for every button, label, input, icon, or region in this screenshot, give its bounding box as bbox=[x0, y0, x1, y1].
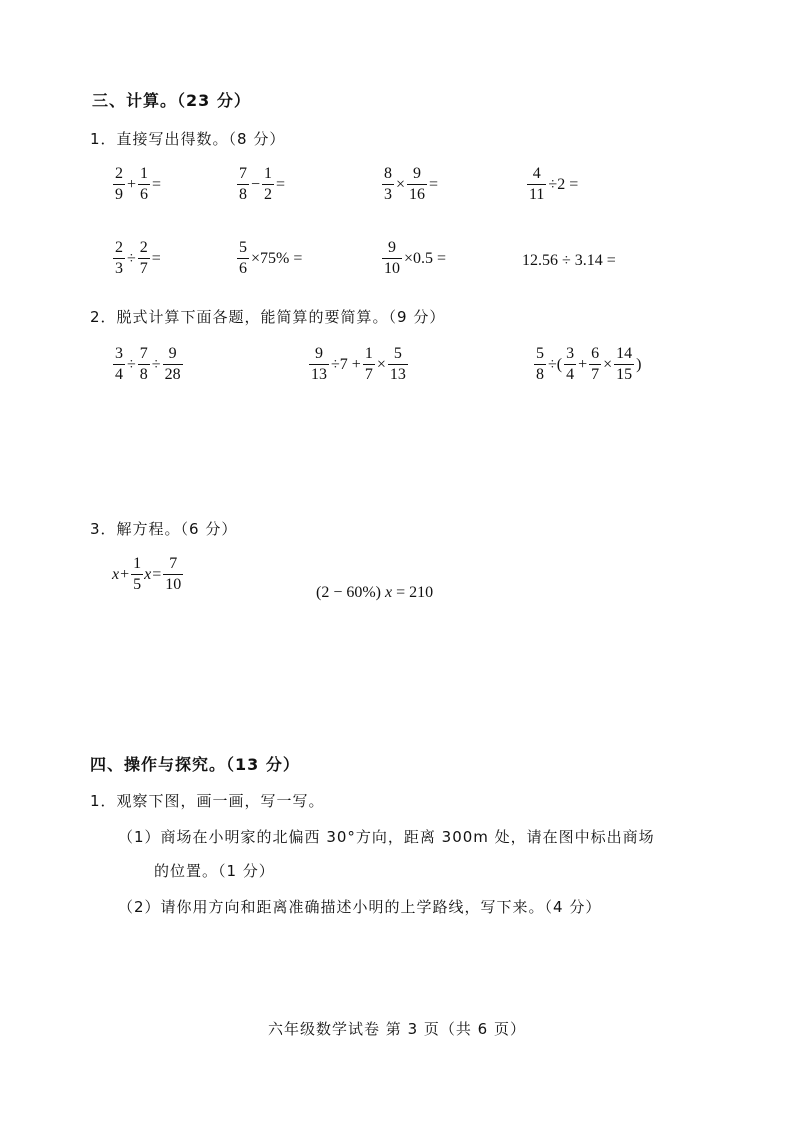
q1-item-2: $\frac{7}{8}$ − $\frac{1}{2}$ = bbox=[239, 165, 286, 203]
q3-title: 3．解方程。（6 分） bbox=[90, 520, 238, 538]
q1-item-8: 12.56 ÷ 3.14 = bbox=[522, 252, 616, 269]
s4-q1-part1-line1: （1）商场在小明家的北偏西 30°方向，距离 300m 处，请在图中标出商场 bbox=[118, 828, 655, 846]
q2-expression-1: $\frac{3}{4}$ ÷ $\frac{7}{8}$ ÷ $\frac{9}{28}$ bbox=[115, 345, 181, 383]
fraction: $\frac{14}{15}$ bbox=[616, 345, 633, 383]
fraction: $\frac{7}{8}$ bbox=[239, 165, 247, 203]
fraction: $\frac{7}{8}$ bbox=[139, 345, 148, 383]
fraction: $\frac{2}{7}$ bbox=[139, 239, 148, 277]
q2-title: 2．脱式计算下面各题，能简算的要简算。（9 分） bbox=[90, 308, 446, 326]
fraction: $\frac{9}{13}$ bbox=[311, 345, 327, 383]
q2-expression-3: $\frac{5}{8}$ ÷( $\frac{3}{4}$ + $\frac{6}{7}$ × $\frac{14}{15}$ ) bbox=[536, 345, 642, 383]
fraction: $\frac{1}{6}$ bbox=[140, 165, 149, 203]
fraction: $\frac{2}{3}$ bbox=[115, 239, 123, 277]
fraction: $\frac{3}{4}$ bbox=[566, 345, 575, 383]
fraction: $\frac{3}{4}$ bbox=[115, 345, 123, 383]
s4-q1-title: 1．观察下图，画一画，写一写。 bbox=[90, 792, 325, 810]
section-4-title: 四、操作与探究。（13 分） bbox=[90, 755, 300, 774]
fraction: $\frac{9}{16}$ bbox=[409, 165, 426, 203]
q3-equation-2: (2 − 60%) x = 210 bbox=[316, 584, 434, 601]
fraction: $\frac{9}{28}$ bbox=[164, 345, 181, 383]
s4-q1-part1-line2: 的位置。（1 分） bbox=[154, 862, 275, 880]
fraction: $\frac{7}{10}$ bbox=[165, 555, 182, 593]
fraction: $\frac{1}{7}$ bbox=[364, 345, 373, 383]
q1-item-7: $\frac{9}{10}$ ×0.5 = bbox=[384, 239, 447, 277]
fraction: $\frac{8}{3}$ bbox=[384, 165, 392, 203]
page-footer: 六年级数学试卷 第 3 页（共 6 页） bbox=[268, 1020, 526, 1038]
fraction: $\frac{5}{13}$ bbox=[389, 345, 406, 383]
fraction: $\frac{9}{10}$ bbox=[384, 239, 400, 277]
q2-expression-2: $\frac{9}{13}$ ÷7 + $\frac{1}{7}$ × $\frac{5}{13}$ bbox=[311, 345, 406, 383]
fraction: $\frac{1}{5}$ bbox=[133, 555, 142, 593]
fraction: $\frac{5}{8}$ bbox=[536, 345, 544, 383]
s4-q1-part2: （2）请你用方向和距离准确描述小明的上学路线，写下来。（4 分） bbox=[118, 898, 602, 916]
q1-title: 1．直接写出得数。（8 分） bbox=[90, 130, 286, 148]
q1-item-3: $\frac{8}{3}$ × $\frac{9}{16}$ = bbox=[384, 165, 439, 203]
fraction: $\frac{1}{2}$ bbox=[264, 165, 273, 203]
q1-item-4: $\frac{4}{11}$ ÷2 = bbox=[529, 165, 579, 203]
fraction: $\frac{4}{11}$ bbox=[529, 165, 545, 203]
q3-equation-1: x + $\frac{1}{5}$ x = $\frac{7}{10}$ bbox=[112, 555, 182, 593]
q1-item-1: $\frac{2}{9}$ + $\frac{1}{6}$ = bbox=[115, 165, 162, 203]
q1-item-6: $\frac{5}{6}$ ×75% = bbox=[239, 239, 303, 277]
fraction: $\frac{2}{9}$ bbox=[115, 165, 123, 203]
section-3-title: 三、计算。（23 分） bbox=[92, 91, 251, 110]
fraction: $\frac{6}{7}$ bbox=[591, 345, 600, 383]
q1-item-5: $\frac{2}{3}$ ÷ $\frac{2}{7}$ = bbox=[115, 239, 161, 277]
fraction: $\frac{5}{6}$ bbox=[239, 239, 247, 277]
